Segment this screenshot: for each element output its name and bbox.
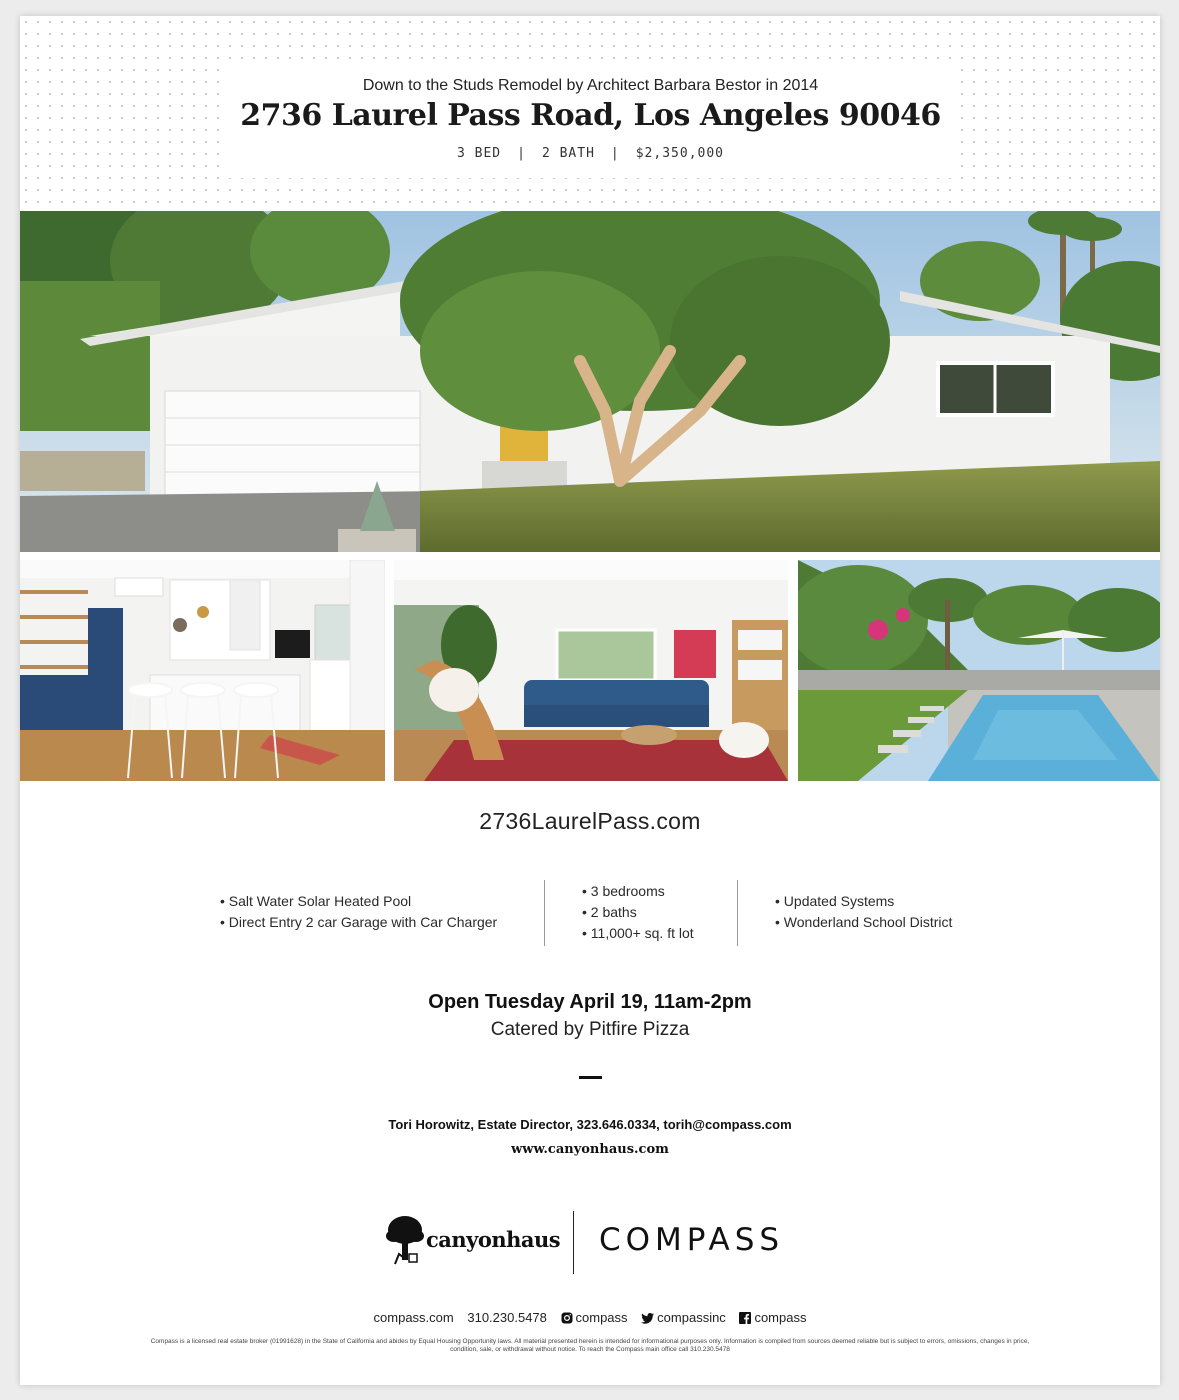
twitter-icon [641,1312,654,1327]
property-facts [223,146,958,161]
features-column-2 [582,881,694,944]
footer-facebook[interactable] [739,1310,806,1325]
canyonhaus-website[interactable]: www.canyonhaus.com [511,1142,669,1157]
feature-item: • 3 bedrooms [582,881,694,902]
property-website[interactable]: 2736LaurelPass.com [479,808,701,834]
facebook-icon [739,1312,751,1327]
section-divider [579,1076,602,1079]
tree-logo-icon [385,1214,425,1266]
legal-disclaimer: Compass is a licensed real estate broker (01991628) in the State of California and abides by Equal Housing Opportunity laws. All material presented herein is intended for informational purposes only. Information is compiled from sources deemed reliable but is subject to errors, omissions, changes in price, condition, sale, or withdrawal without notice. To reach the Compass main office call 310.230.5478 [150,1338,1030,1353]
feature-item: • Updated Systems [775,891,952,912]
kitchen-photo [20,560,385,781]
footer-phone[interactable]: 310.230.5478 [467,1310,547,1325]
feature-item: • 11,000+ sq. ft lot [582,923,694,944]
feature-item: • Wonderland School District [775,912,952,933]
instagram-icon [561,1312,573,1327]
footer-twitter[interactable] [641,1310,729,1325]
footer-links [20,1310,1160,1327]
price: $2,350,000 [635,146,725,161]
property-address-title: 2736 Laurel Pass Road, Los Angeles 90046 [240,98,941,133]
logo-divider [573,1211,574,1274]
feature-item: • Salt Water Solar Heated Pool [220,891,497,912]
facebook-handle: compass [754,1310,807,1325]
open-house-date: Open Tuesday April 19, 11am-2pm [428,991,752,1013]
pool-photo [798,560,1160,781]
flyer-page [20,16,1160,1385]
features-column-3 [775,891,952,933]
features-divider [737,880,738,946]
agent-contact: Tori Horowitz, Estate Director, 323.646.0334, torih@compass.com [388,1117,792,1132]
catering-note: Catered by Pitfire Pizza [490,1019,690,1040]
facts-separator: | [517,146,526,161]
features-divider [544,880,545,946]
header-dotted-band [20,16,1160,211]
hero-exterior-photo [20,211,1160,552]
remodel-subtitle: Down to the Studs Remodel by Architect Barbara Bestor in 2014 [362,77,819,94]
baths-count: 2 BATH [541,146,595,161]
footer-website[interactable]: compass.com [373,1310,454,1325]
compass-logo: COMPASS [599,1222,785,1258]
feature-item: • 2 baths [582,902,694,923]
facts-separator: | [610,146,620,161]
beds-count: 3 BED [456,146,502,161]
footer-instagram[interactable] [561,1310,632,1325]
features-column-1 [220,891,497,933]
living-room-photo [394,560,788,781]
twitter-handle: compassinc [657,1310,726,1325]
header-title-box [223,60,958,178]
feature-item: • Direct Entry 2 car Garage with Car Charger [220,912,497,933]
instagram-handle: compass [575,1310,628,1325]
canyonhaus-logo: canyonhaus [426,1227,561,1252]
